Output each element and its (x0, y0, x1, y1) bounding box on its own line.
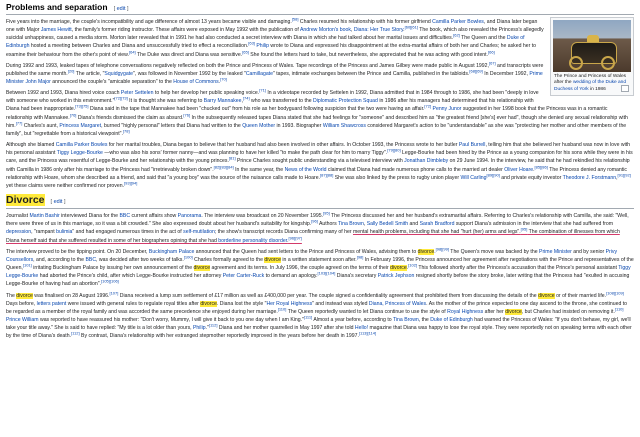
article-link[interactable]: Philip (256, 43, 269, 50)
reference-link[interactable]: [74] (242, 95, 250, 101)
reference-link[interactable]: [58] (291, 16, 299, 22)
paragraph: The divorce was finalised on 28 August 1996.[107] Diana received a lump sum settlement of £17 million as well as £400,000 per year. The couple signed a confidentiality agreement that prohibited them from discussing the details of the divorce or of their married life.[108][109] Days before, letters patent were issued with general rules to regulate royal titles after divorce. Diana lost the style "Her Royal Highness" and instead was styled Diana, Princess of Wales. As the mother of the prince expected to one day ascend to the throne, she continued to be regarded as a member of the royal family and was accorded the same precedence she enjoyed during her marriage.[110] The Queen reportedly wanted to let Diana continue to use the style of Royal Highness after her divorce, but Charles had insisted on removing it.[110] Prince William was reported to have reassured his mother: "Don't worry, Mummy, I will give it back to you one day when I am King."[111] Almost a year before, according to Tina Brown, the Duke of Edinburgh had warned the Princess of Wales: "If you don't behave, my girl, we'll take your title away." She is said to have replied: "My title is a lot older than yours, Philip."[112] Diana and her mother quarrelled in May 1997 after she told Hello! magazine that Diana was happy to lose the royal style. They were reportedly not on speaking terms with each other by the time of Diana's death.[112] By contrast, Diana's relationship with her estranged stepmother reportedly improved in the years before her death in 1997.[113][114] (6, 289, 632, 340)
reference-link[interactable]: [20] (67, 68, 75, 74)
thumbnail-figure[interactable] (550, 17, 634, 97)
article-link[interactable]: Paul Burrell (458, 142, 486, 149)
reference-link[interactable]: [65] (242, 48, 249, 54)
article-link[interactable]: Jonathan Dimbleby (404, 158, 449, 165)
reference-link[interactable]: [96] (311, 218, 318, 224)
reference-link[interactable]: [110] (277, 306, 287, 312)
reference-link[interactable]: [77] (15, 120, 23, 126)
reference-link[interactable]: [112] (208, 322, 218, 328)
article-link[interactable]: William Shawcross (322, 122, 366, 129)
article-link[interactable]: Princess Margaret (59, 122, 102, 129)
reference-link[interactable]: [64] (129, 48, 136, 54)
article-link[interactable]: bulimia (56, 229, 73, 236)
paragraph: Between 1992 and 1993, Diana hired voice coach Peter Settelen to help her develop her public speaking voice.[71] In a videotape recorded by Settelen in 1992, Diana admitted that in 1984 through to 1986, she had been "deeply in love with someone who worked in this environment."[72][73] It is thought she was referring to Barry Mannakee,[74] who was transferred to the Diplomatic Protection Squad in 1986 after his managers had determined that his relationship with Diana had been inappropriate.[73][75] Diana said in the tape that Mannakee had been "chucked out" from his role as her bodyguard following suspicion that the two were having an affair.[72] Penny Junor suggested in her 1998 book that the Princess was in a romantic relationship with Mannakee.[76] Diana's friends dismissed the claim as absurd.[76] In the subsequently released tapes Diana stated that she had feelings for "someone" and described him as "the greatest friend [she's] ever had", though she denied any sexual relationship with him.[77] Charles's aunt, Princess Margaret, burned "highly personal" letters that Diana had written to the Queen Mother in 1993. Biographer William Shawcross considered Margaret's action to be "understandable" as she was "protecting her mother and other members of the family", but "regrettable from a historical viewpoint".[78] (6, 87, 628, 137)
section-heading-divorce: Divorce [ edit ] (6, 194, 634, 209)
reference-link[interactable]: [113][114] (358, 330, 377, 336)
article-link[interactable]: Camilla Parker Bowles (55, 142, 108, 149)
reference-link[interactable]: [112] (71, 330, 80, 336)
article-link[interactable]: Sally Bedell Smith (366, 221, 409, 228)
reference-link[interactable]: [85][86] (534, 163, 548, 169)
edit-section-link[interactable]: edit (53, 199, 63, 205)
article-link[interactable]: Her Royal Highness (266, 300, 313, 307)
reference-link[interactable]: [76] (69, 111, 77, 117)
reference-link[interactable]: [67] (488, 59, 496, 65)
section-heading-problems: Problems and separation [ edit ] (6, 2, 634, 15)
article-link[interactable]: Oliver Hoare (504, 166, 534, 173)
article-link[interactable]: self-mutilation (183, 229, 215, 236)
article-link[interactable]: Prime Minister (6, 70, 543, 85)
article-link[interactable]: Panorama (177, 213, 202, 220)
article-link[interactable]: BBC (119, 213, 131, 220)
reference-link[interactable]: [87][88] (319, 171, 334, 177)
reference-link[interactable]: [76] (183, 111, 191, 117)
article-link[interactable]: Barry Mannakee (203, 98, 242, 105)
paragraph: The interview proved to be the tipping point. On 20 December, Buckingham Palace announced that the Queen had sent letters to the Prince and Princess of Wales, advising them to divorce.[98][99] The Queen's move was backed by the Prime Minister and by senior Privy Counsellors, and, according to the BBC, was decided after two weeks of talks.[100] Charles formally agreed to the divorce in a written statement soon after.[98] In February 1996, the Princess announced her agreement after negotiations with the Prince and representatives of the Queen,[101] irritating Buckingham Palace by issuing her own announcement of the divorce agreement and its terms. In July 1996, the couple agreed on the terms of their divorce.[102] This followed shortly after the Princess's accusation that the Prince's personal assistant Tiggy Legge-Bourke had aborted the Prince's child, after which Legge-Bourke instructed her attorney Peter Carter-Ruck to demand an apology.[103][104] Diana's secretary Patrick Jephson resigned shortly before the story broke, later writing that the Princess had "exulted in accusing Legge-Bourke of having had an abortion".[105][106] (6, 246, 634, 288)
article-link[interactable]: News of the World (284, 166, 327, 173)
search-highlight: divorce (193, 265, 211, 272)
reference-link[interactable]: [72][73] (114, 95, 128, 101)
reference-link[interactable]: [98] (356, 254, 364, 260)
reference-link[interactable]: [100] (183, 254, 193, 260)
article-link[interactable]: Peter Carter-Ruck (222, 273, 265, 280)
article-link[interactable]: Peter Settelen (120, 90, 154, 97)
article-link[interactable]: Penny Junor (432, 106, 462, 113)
article-link[interactable]: Camilla Parker Bowles (432, 18, 484, 25)
article-link[interactable]: Royal Highness (447, 308, 484, 315)
reference-link[interactable]: [81] (228, 155, 236, 161)
reference-link[interactable]: [79][80] (387, 147, 401, 153)
edit-section-link[interactable]: edit (116, 6, 126, 12)
article-link[interactable]: Prince William (6, 317, 39, 323)
article-link[interactable]: Will Carling (460, 174, 487, 181)
reference-link[interactable]: [68][69] (469, 68, 483, 74)
reference-link[interactable]: [105][106] (101, 278, 119, 284)
article-link[interactable]: Duke of Edinburgh (430, 317, 473, 323)
article-link[interactable]: Tina Brown (392, 317, 419, 323)
article-link[interactable]: Diana, Princess of Wales (368, 300, 427, 307)
article-link[interactable]: John Major (25, 78, 51, 85)
search-highlight: divorce (417, 248, 435, 255)
reference-link[interactable]: [96][97] (288, 234, 302, 240)
paragraph: Although she blamed Camilla Parker Bowles for her marital troubles, Diana began to believe that her husband had also been involved in other affairs. In October 1993, the Princess wrote to her butler Paul Burrell, telling him that she believed her husband was now in love with his personal assistant Tiggy Legge-Bourke —who was also his sons' former nanny—and was planning to have her killed "to make the path clear for him to marry Tiggy".[79][80] Legge-Bourke had been hired by the Prince as a young companion for his sons while they were in his care, and the Princess was resentful of Legge-Bourke and her relationship with the young princes.[81] Prince Charles sought public understanding via a televised interview with Jonathan Dimbleby on 29 June 1994. In the interview, he said that he had rekindled his relationship with Camilla in 1986 only after his marriage to the Princess had "irretrievably broken down".[82][83][84] In the same year, the News of the World claimed that Diana had made numerous phone calls to the married art dealer Oliver Hoare.[85][86] The Princess denied any romantic relationship with Hoare, whom she described as a friend, and said that "a young boy" was the source of the nuisance calls made to Hoare.[87][88] She was also linked by the press to rugby union player Will Carling[89][90] and private equity investor Theodore J. Forstmann,[91][92] yet these claims were neither confirmed nor proven.[93][94] (6, 142, 633, 189)
article-link[interactable]: depression (6, 229, 32, 236)
search-highlight: divorce (505, 308, 522, 315)
article-link[interactable]: Theodore J. Forstmann (562, 174, 617, 181)
article-link[interactable]: Tiggy Legge-Bourke (56, 150, 103, 157)
underlined-text: mental health problems, including that she had "hurt (her) arms and legs".[95] The combination of illnesses from which Diana herself said that she suffered resulted in some of her biographers opining that she had borderline personality disorder.[96][97] (6, 226, 620, 244)
article-link[interactable]: Privy Counsellors (6, 248, 618, 263)
reference-link[interactable]: [63] (248, 40, 255, 46)
search-highlight: divorce (390, 265, 407, 272)
reference-link[interactable]: [78] (122, 128, 130, 134)
article-link[interactable]: Camillagate (245, 70, 273, 77)
reference-link[interactable]: [91][92] (617, 171, 631, 177)
article-link[interactable]: House of Commons (173, 78, 219, 85)
article-link[interactable]: Martin Bashir (29, 213, 60, 220)
reference-link[interactable]: [71] (259, 87, 266, 93)
paragraph: During 1992 and 1993, leaked tapes of telephone conversations negatively reflected on both the Prince and Princess of Wales. Tape recordings of the Princess and James Gilbey were made public in August 1992,[67] and transcripts were published the same month.[20] The article, "Squidgygate", was followed in November 1992 by the leaked "Camillagate" tapes, intimate exchanges between the Prince and Camilla, published in the tabloids.[68][69] In December 1992, Prime Minister John Major announced the couple's "amicable separation" to the House of Commons.[70] (6, 59, 544, 85)
reference-link[interactable]: [66] (488, 48, 495, 54)
reference-link[interactable]: [73][75] (75, 103, 89, 109)
reference-link[interactable]: [98][99] (435, 246, 449, 252)
reference-link[interactable]: [95] (323, 210, 330, 216)
search-highlight: divorce (264, 256, 281, 263)
reference-link[interactable]: [101] (22, 262, 32, 268)
article-link[interactable]: borderline personality disorder (218, 237, 288, 244)
paragraph: Five years into the marriage, the couple's incompatibility and age difference of almost 13 years became visible and damaging.[58] Charles resumed his relationship with his former girlfriend Camilla Parker Bowles, and Diana later began one with Major James Hewitt, the family's former riding instructor. These affairs were exposed in May 1992 with the publication of Andrew Morton's book, Diana: Her True Story.[60][61] The book, which also revealed the Princess's allegedly suicidal unhappiness, caused a media storm. Morton later revealed that in 1991 he had also conducted a secret interview with Diana in which she had talked about her marital issues and difficulties.[62] The Queen and the Duke of Edinburgh hosted a meeting between Charles and Diana and unsuccessfully tried to effect a reconciliation.[63] Philip wrote to Diana and expressed his disappointment at the extra-marital affairs of both her and Charles; he asked her to examine their behaviour from the other's point of view.[64] The Duke was direct and Diana was sensitive.[65] She found the letters hard to take, but nevertheless, she appreciated that he was acting with good intent.[66] (6, 16, 544, 58)
article-link[interactable]: Diplomatic Protection Squad (313, 98, 378, 105)
search-highlight: divorce (200, 300, 217, 307)
article-link[interactable]: Philip (193, 325, 206, 332)
carriage-photo[interactable] (553, 20, 631, 72)
thumbnail-caption: The Prince and Princess of Wales after the wedding of the Duke and Duchess of York in 1986 (554, 73, 627, 92)
reference-link[interactable]: [110] (614, 306, 624, 312)
article-link[interactable]: Squidgygate (104, 70, 134, 77)
article-link[interactable]: Tiggy Legge-Bourke (6, 265, 631, 280)
article-link[interactable]: letters patent (36, 300, 67, 307)
article-link[interactable]: Queen Mother (242, 122, 276, 129)
article-link[interactable]: Buckingham Palace (148, 248, 195, 255)
article-link[interactable]: Andrew Morton's book (299, 27, 351, 34)
edit-link-wrapper: [ edit ] (113, 6, 129, 12)
reference-link[interactable]: [60][61] (404, 24, 418, 30)
reference-link[interactable]: [108][109] (606, 289, 624, 295)
article-link[interactable]: Sarah Bradford (419, 221, 455, 228)
reference-link[interactable]: [103][104] (317, 270, 336, 276)
article-link[interactable]: Diana: Her True Story (353, 27, 404, 34)
reference-link[interactable]: [89][90] (486, 171, 500, 177)
article-link[interactable]: Duke of Edinburgh (6, 35, 525, 50)
reference-link[interactable]: [102] (408, 262, 418, 268)
article-link[interactable]: Hello! (354, 325, 369, 332)
reference-link[interactable]: [82][83][84] (213, 163, 234, 169)
search-highlight: divorce (538, 292, 555, 299)
edit-link-wrapper: [ edit ] (50, 199, 66, 205)
reference-link[interactable]: [72] (424, 103, 432, 109)
enlarge-icon[interactable] (621, 85, 629, 92)
article-link[interactable]: Tina Brown (338, 221, 364, 228)
reference-link[interactable]: [70] (220, 76, 227, 82)
search-highlight: divorce (16, 292, 33, 299)
reference-link[interactable]: [62] (453, 32, 460, 38)
reference-link[interactable]: [93][94] (124, 180, 138, 186)
article-link[interactable]: Prime Minister (539, 248, 572, 255)
article-link[interactable]: James Hewitt (40, 27, 72, 34)
reference-link[interactable]: [95] (520, 226, 528, 232)
reference-link[interactable]: [111] (303, 314, 313, 320)
caption-link-wedding[interactable]: wedding of the Duke and Duchess of York (554, 80, 627, 92)
paragraph: Journalist Martin Bashir interviewed Diana for the BBC current affairs show Panorama. The interview was broadcast on 20 November 1995.[95] The Princess discussed her and her husband's extramarital affairs. Referring to Charles's relationship with Camilla, she said: "Well, there were three of us in this marriage, so it was a bit crowded." She also expressed doubt about her husband's suitability for kingship.[96] Authors Tina Brown, Sally Bedell Smith and Sarah Bradford support Diana's admission in the interview that she had suffered from depression, "rampant bulimia" and had engaged numerous times in the act of self-mutilation; the show's transcript records Diana confirming many of her mental health problems, including that she had "hurt (her) arms and legs".[95] The combination of illnesses from which Diana herself said that she suffered resulted in some of her biographers opining that she had borderline personality disorder.[96][97] (6, 210, 629, 244)
article-link[interactable]: Patrick Jephson (377, 273, 415, 280)
reference-link[interactable]: [107] (109, 289, 119, 295)
article-link[interactable]: BBC (85, 256, 97, 263)
